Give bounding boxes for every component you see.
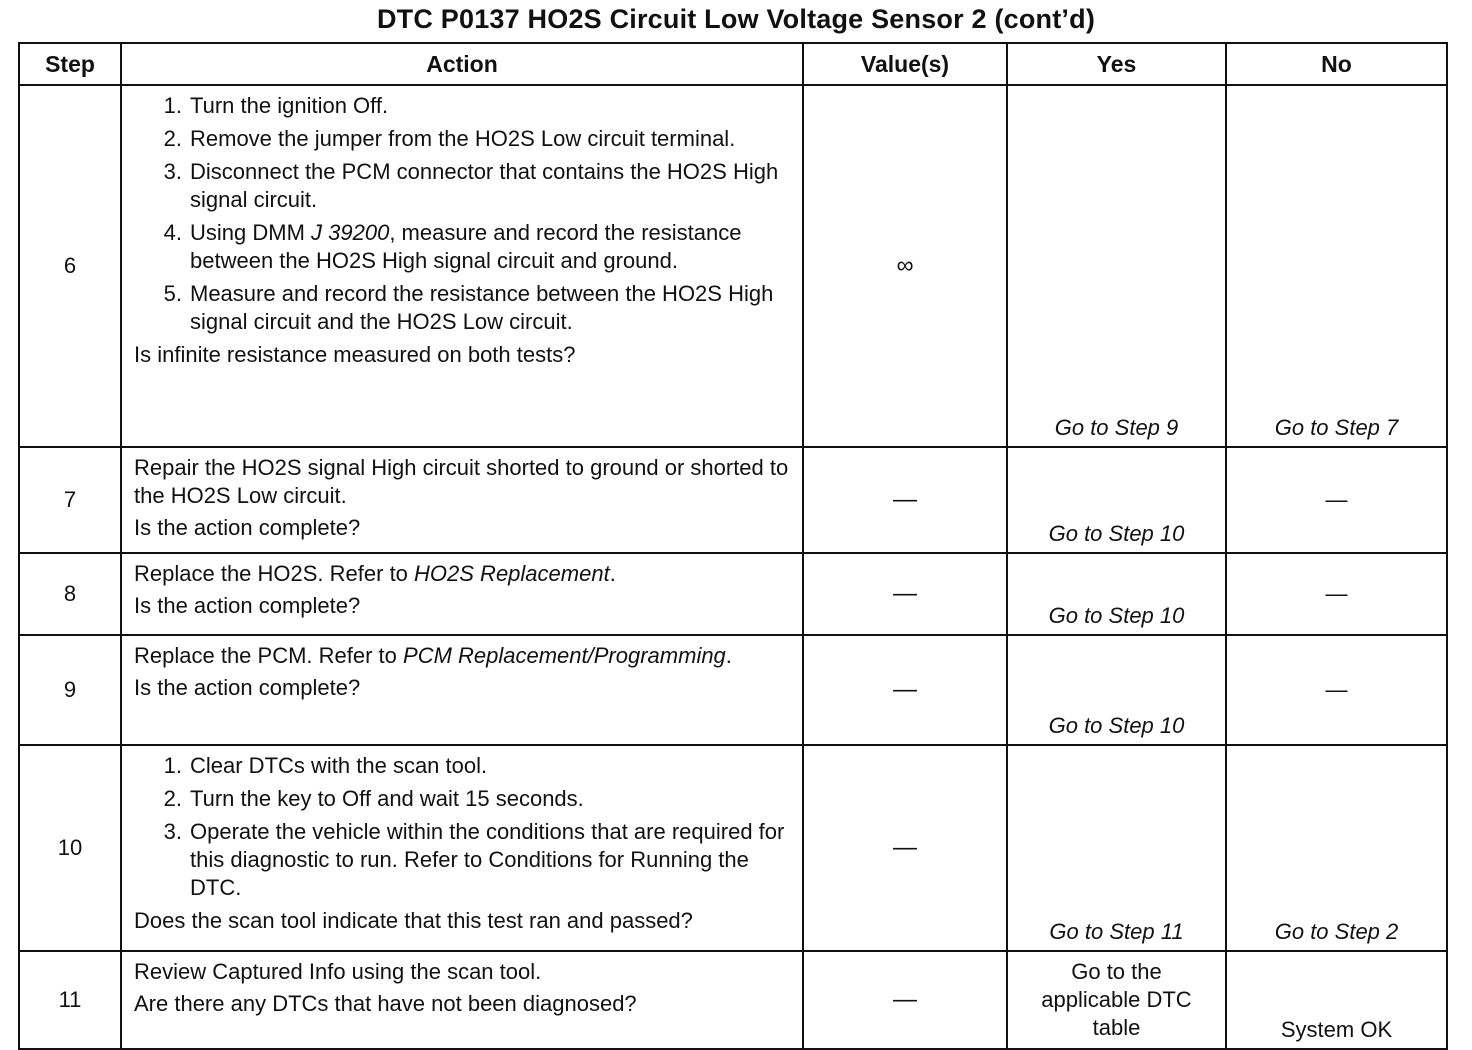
value-cell: — — [803, 635, 1007, 745]
action-cell — [121, 553, 803, 635]
item-text: Turn the ignition Off. — [190, 93, 389, 118]
question-text: Is the action complete? — [134, 515, 361, 540]
list-item — [163, 818, 792, 902]
item-text: Operate the vehicle within the conditions that are required for this diagnostic to run. Refer to Conditions for Running the DTC. — [190, 819, 785, 900]
yes-cell: Go to Step 11 — [1007, 745, 1226, 951]
list-item — [163, 785, 792, 813]
yes-cell: Go to Step 10 — [1007, 553, 1226, 635]
question-text: Are there any DTCs that have not been diagnosed? — [134, 991, 637, 1016]
action-text — [134, 642, 792, 670]
action-cell — [121, 635, 803, 745]
table-row — [19, 85, 1447, 447]
item-number: 3. — [163, 819, 182, 844]
header-step: Step — [19, 43, 121, 85]
table-row — [19, 745, 1447, 951]
item-number: 4. — [163, 220, 182, 245]
item-number: 5. — [163, 281, 182, 306]
item-text: Clear DTCs with the scan tool. — [190, 753, 488, 778]
step-number: 11 — [19, 951, 121, 1049]
action-text-part: Replace the HO2S. Refer to — [134, 561, 415, 586]
table-row — [19, 951, 1447, 1049]
action-text-part: . — [609, 561, 616, 586]
header-no: No — [1226, 43, 1447, 85]
list-item — [163, 92, 792, 120]
item-number: 1. — [163, 753, 182, 778]
reference-link: HO2S Replacement — [414, 561, 610, 586]
action-text: Repair the HO2S signal High circuit shorted to ground or shorted to the HO2S Low circuit. — [134, 455, 789, 508]
list-item — [163, 280, 792, 336]
no-cell: — — [1226, 635, 1447, 745]
step-number: 7 — [19, 447, 121, 553]
item-text: Measure and record the resistance between the HO2S High signal circuit and the HO2S Low circuit. — [190, 281, 774, 334]
table-row — [19, 635, 1447, 745]
question-text: Does the scan tool indicate that this test ran and passed? — [134, 908, 693, 933]
question-text: Is the action complete? — [134, 593, 361, 618]
yes-cell: Go to Step 9 — [1007, 85, 1226, 447]
table-header-row — [19, 43, 1447, 85]
action-list — [134, 752, 792, 902]
value-cell: — — [803, 745, 1007, 951]
question-text: Is the action complete? — [134, 675, 361, 700]
question-text: Is infinite resistance measured on both tests? — [134, 342, 576, 367]
diagnostic-table — [18, 42, 1448, 1050]
item-text: Disconnect the PCM connector that contains the HO2S High signal circuit. — [190, 159, 779, 212]
item-number: 1. — [163, 93, 182, 118]
yes-cell: Go to the applicable DTC table — [1007, 951, 1226, 1049]
item-text: , measure and record the resistance between the HO2S High signal circuit and ground. — [190, 220, 742, 273]
action-text: Review Captured Info using the scan tool. — [134, 959, 542, 984]
header-values: Value(s) — [803, 43, 1007, 85]
step-number: 9 — [19, 635, 121, 745]
action-cell — [121, 951, 803, 1049]
yes-cell: Go to Step 10 — [1007, 635, 1226, 745]
reference-link: PCM Replacement/Programming — [403, 643, 726, 668]
no-cell: Go to Step 7 — [1226, 85, 1447, 447]
page-title: DTC P0137 HO2S Circuit Low Voltage Sensor 2 (cont’d) — [376, 4, 1096, 34]
action-text-part: Replace the PCM. Refer to — [134, 643, 404, 668]
value-cell: ∞ — [803, 85, 1007, 447]
step-number: 6 — [19, 85, 121, 447]
value-cell: — — [803, 447, 1007, 553]
item-text: Using DMM — [190, 220, 312, 245]
item-text: Turn the key to Off and wait 15 seconds. — [190, 786, 584, 811]
item-number: 2. — [163, 786, 182, 811]
no-cell: — — [1226, 553, 1447, 635]
action-list — [134, 92, 792, 336]
action-cell — [121, 447, 803, 553]
list-item — [163, 752, 792, 780]
item-number: 3. — [163, 159, 182, 184]
no-cell: Go to Step 2 — [1226, 745, 1447, 951]
yes-cell: Go to Step 10 — [1007, 447, 1226, 553]
header-yes: Yes — [1007, 43, 1226, 85]
header-action: Action — [121, 43, 803, 85]
action-text-part: . — [725, 643, 732, 668]
item-text: Remove the jumper from the HO2S Low circuit terminal. — [190, 126, 736, 151]
list-item — [163, 125, 792, 153]
value-cell: — — [803, 951, 1007, 1049]
value-cell: — — [803, 553, 1007, 635]
step-number: 10 — [19, 745, 121, 951]
step-number: 8 — [19, 553, 121, 635]
action-text — [134, 560, 792, 588]
item-number: 2. — [163, 126, 182, 151]
no-cell: — — [1226, 447, 1447, 553]
list-item — [163, 219, 792, 275]
action-cell — [121, 85, 803, 447]
table-row — [19, 447, 1447, 553]
table-row — [19, 553, 1447, 635]
action-cell — [121, 745, 803, 951]
list-item — [163, 158, 792, 214]
tool-reference: J 39200 — [311, 220, 390, 245]
no-cell: System OK — [1226, 951, 1447, 1049]
